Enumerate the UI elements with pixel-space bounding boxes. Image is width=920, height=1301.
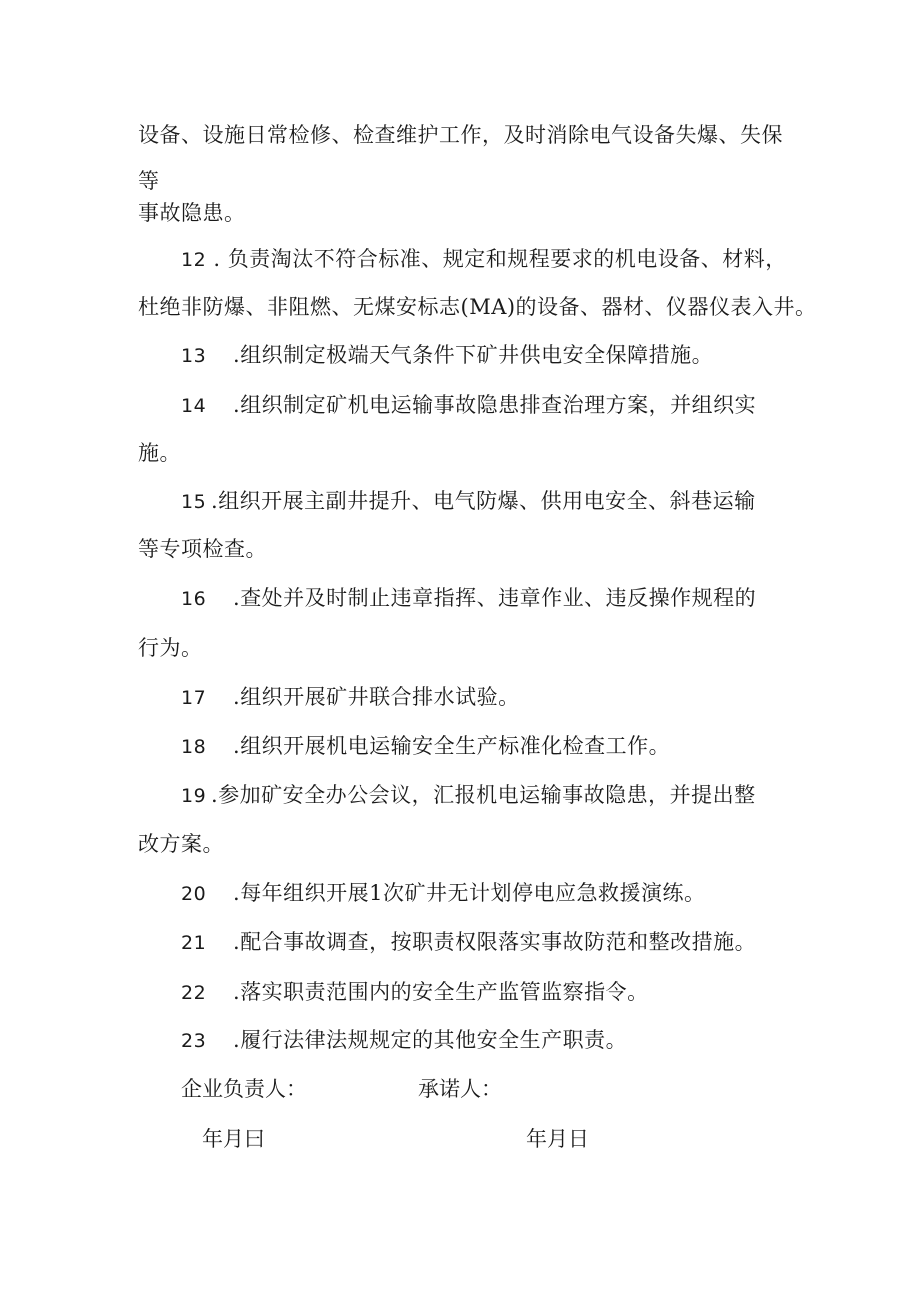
item-number: 19 xyxy=(181,785,207,807)
paragraph-line: 施。 xyxy=(138,441,181,465)
paragraph-line: 等专项检查。 xyxy=(138,537,267,561)
paragraph-line: 行为。 xyxy=(138,636,203,660)
list-item-18 xyxy=(181,731,670,762)
item-separator: . xyxy=(213,247,221,271)
item-text: 组织开展主副井提升、电气防爆、供用电安全、斜巷运输 xyxy=(218,489,756,513)
item-separator: . xyxy=(233,343,241,367)
item-number: 15 xyxy=(181,491,207,513)
item-separator: . xyxy=(233,586,241,610)
item-separator: . xyxy=(233,393,241,417)
signature-date-left: 年月曰 xyxy=(202,1127,265,1151)
list-item-13 xyxy=(181,340,713,371)
list-item-21 xyxy=(181,927,756,958)
paragraph-line: 杜绝非防爆、非阻燃、无煤安标志(MA)的设备、器材、仪器仪表入井。 xyxy=(138,295,817,319)
item-text: 组织开展矿井联合排水试验。 xyxy=(240,685,520,709)
list-item-16 xyxy=(181,583,756,614)
item-separator: . xyxy=(233,930,241,954)
item-text: 查处并及时制止违章指挥、违章作业、违反操作规程的 xyxy=(240,586,757,610)
signature-date-right: 年月日 xyxy=(526,1127,589,1151)
signature-label-promisor: 承诺人： xyxy=(418,1077,502,1101)
item-separator: . xyxy=(233,734,241,758)
list-item-19 xyxy=(181,780,756,811)
item-separator: . xyxy=(233,685,241,709)
item-number: 20 xyxy=(181,883,207,905)
paragraph-line: 设备、设施日常检修、检查维护工作，及时消除电气设备失爆、失保 xyxy=(138,123,783,147)
list-item-20 xyxy=(181,878,706,909)
item-number: 12 xyxy=(181,249,207,271)
list-item-23 xyxy=(181,1025,627,1056)
item-text: 履行法律法规规定的其他安全生产职责。 xyxy=(240,1028,628,1052)
item-text: 配合事故调查，按职责权限落实事故防范和整改措施。 xyxy=(240,930,757,954)
item-separator: . xyxy=(211,489,219,513)
item-text: 负责淘汰不符合标准、规定和规程要求的机电设备、材料， xyxy=(227,247,787,271)
item-separator: . xyxy=(233,980,241,1004)
item-number: 21 xyxy=(181,932,207,954)
list-item-12 xyxy=(181,244,787,275)
item-text: 参加矿安全办公会议，汇报机电运输事故隐患，并提出整 xyxy=(218,783,756,807)
item-text: 落实职责范围内的安全生产监管监察指令。 xyxy=(240,980,649,1004)
item-text: 组织制定极端天气条件下矿井供电安全保障措施。 xyxy=(240,343,714,367)
signature-label-company-head: 企业负责人： xyxy=(181,1077,307,1101)
item-number: 14 xyxy=(181,395,207,417)
item-number: 16 xyxy=(181,588,207,610)
item-text: 组织开展机电运输安全生产标准化检查工作。 xyxy=(240,734,671,758)
paragraph-line: 事故隐患。 xyxy=(138,201,246,225)
item-separator: . xyxy=(233,1028,241,1052)
paragraph-line: 等 xyxy=(138,169,160,193)
item-text: 组织制定矿机电运输事故隐患排查治理方案，并组织实 xyxy=(240,393,757,417)
item-separator: . xyxy=(233,881,241,905)
item-number: 18 xyxy=(181,736,207,758)
item-number: 22 xyxy=(181,982,207,1004)
paragraph-line: 改方案。 xyxy=(138,832,224,856)
item-number: 17 xyxy=(181,687,207,709)
item-number: 13 xyxy=(181,345,207,367)
list-item-17 xyxy=(181,682,520,713)
list-item-22 xyxy=(181,977,649,1008)
item-text: 每年组织开展1次矿井无计划停电应急救援演练。 xyxy=(240,881,706,905)
list-item-14 xyxy=(181,390,756,421)
item-separator: . xyxy=(211,783,219,807)
item-number: 23 xyxy=(181,1030,207,1052)
list-item-15 xyxy=(181,486,756,517)
